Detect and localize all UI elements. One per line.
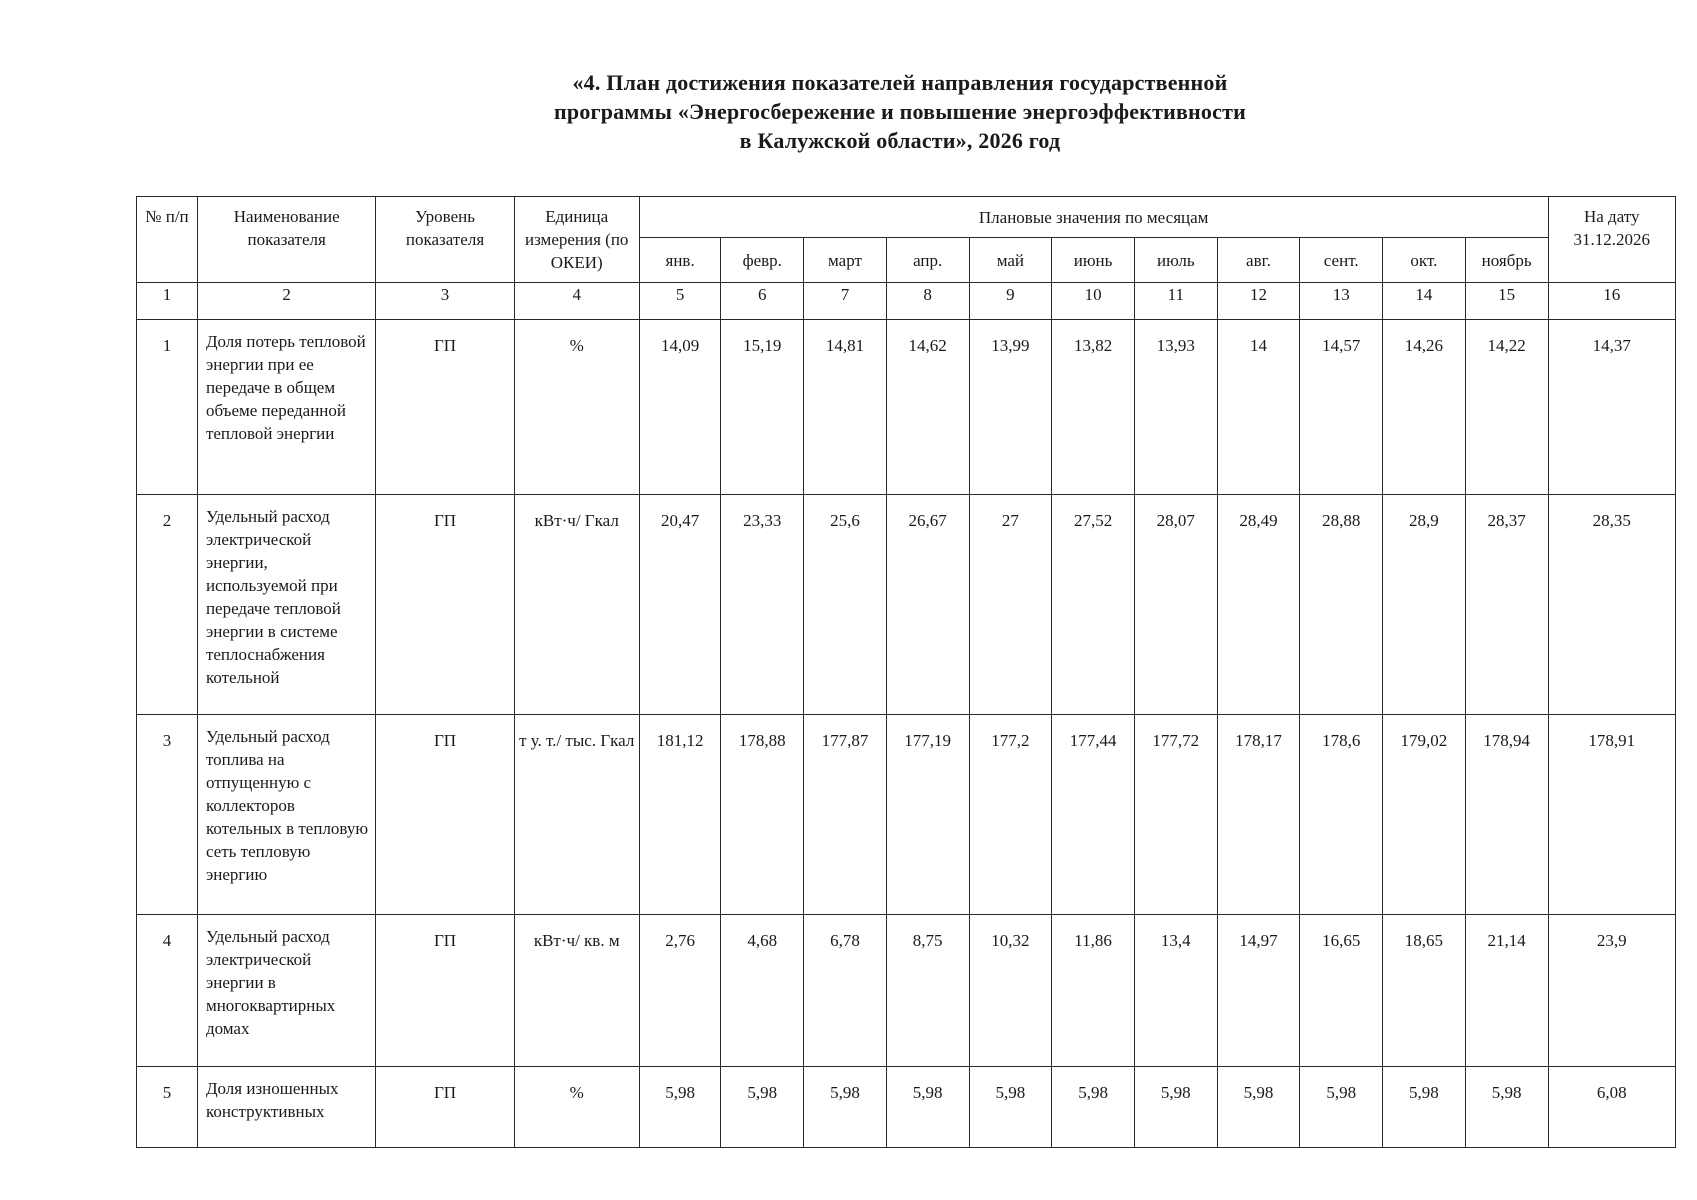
month-value-cell: 14,57	[1300, 320, 1383, 495]
month-value-cell: 14,81	[804, 320, 887, 495]
unit-cell: %	[514, 1067, 639, 1148]
month-value-cell: 28,37	[1465, 495, 1548, 715]
level-cell: ГП	[376, 715, 514, 915]
indicator-name-cell: Удельный расход электрической энергии, используемой при передаче тепловой энергии в системе теплоснабжения котельной	[197, 495, 375, 715]
indicator-name-cell: Удельный расход электрической энергии в многоквартирных домах	[197, 915, 375, 1067]
month-value-cell: 18,65	[1383, 915, 1466, 1067]
month-header: апр.	[886, 238, 969, 283]
month-value-cell: 2,76	[639, 915, 721, 1067]
month-value-cell: 26,67	[886, 495, 969, 715]
table-row	[137, 495, 1676, 715]
month-value-cell: 13,4	[1134, 915, 1217, 1067]
month-value-cell: 15,19	[721, 320, 804, 495]
table-row	[137, 320, 1676, 495]
month-value-cell: 5,98	[1465, 1067, 1548, 1148]
title-line-2: программы «Энергосбережение и повышение энергоэффективности	[554, 99, 1246, 124]
month-value-cell: 5,98	[804, 1067, 887, 1148]
month-value-cell: 5,98	[721, 1067, 804, 1148]
column-number: 15	[1465, 283, 1548, 320]
month-value-cell: 14,09	[639, 320, 721, 495]
unit-cell: т у. т./ тыс. Гкал	[514, 715, 639, 915]
month-value-cell: 5,98	[969, 1067, 1052, 1148]
month-value-cell: 5,98	[1134, 1067, 1217, 1148]
column-number: 8	[886, 283, 969, 320]
year-end-value-cell: 28,35	[1548, 495, 1675, 715]
column-number: 1	[137, 283, 198, 320]
month-header: сент.	[1300, 238, 1383, 283]
month-value-cell: 5,98	[886, 1067, 969, 1148]
column-number: 16	[1548, 283, 1675, 320]
month-value-cell: 13,93	[1134, 320, 1217, 495]
month-header: авг.	[1217, 238, 1300, 283]
month-value-cell: 14,97	[1217, 915, 1300, 1067]
column-number: 9	[969, 283, 1052, 320]
level-cell: ГП	[376, 1067, 514, 1148]
header-row	[137, 197, 1676, 238]
column-number: 2	[197, 283, 375, 320]
month-value-cell: 14,62	[886, 320, 969, 495]
month-value-cell: 27,52	[1052, 495, 1135, 715]
month-value-cell: 28,07	[1134, 495, 1217, 715]
title-line-1: «4. План достижения показателей направления государственной	[572, 70, 1228, 95]
month-value-cell: 13,99	[969, 320, 1052, 495]
month-value-cell: 23,33	[721, 495, 804, 715]
month-value-cell: 16,65	[1300, 915, 1383, 1067]
year-end-value-cell: 23,9	[1548, 915, 1675, 1067]
month-value-cell: 27	[969, 495, 1052, 715]
month-value-cell: 178,94	[1465, 715, 1548, 915]
indicators-table	[136, 196, 1676, 1148]
month-value-cell: 8,75	[886, 915, 969, 1067]
page-title	[400, 68, 1400, 155]
column-number: 7	[804, 283, 887, 320]
column-number: 6	[721, 283, 804, 320]
month-header: июнь	[1052, 238, 1135, 283]
month-value-cell: 177,87	[804, 715, 887, 915]
month-value-cell: 28,49	[1217, 495, 1300, 715]
month-header: март	[804, 238, 887, 283]
month-value-cell: 5,98	[639, 1067, 721, 1148]
column-number: 11	[1134, 283, 1217, 320]
month-value-cell: 4,68	[721, 915, 804, 1067]
month-header: окт.	[1383, 238, 1466, 283]
header-date: На дату 31.12.2026	[1548, 197, 1675, 283]
indicator-name-cell: Доля изношенных конструктивных	[197, 1067, 375, 1148]
month-value-cell: 177,2	[969, 715, 1052, 915]
month-value-cell: 13,82	[1052, 320, 1135, 495]
month-value-cell: 6,78	[804, 915, 887, 1067]
month-header: февр.	[721, 238, 804, 283]
header-unit: Единица измерения (по ОКЕИ)	[514, 197, 639, 283]
month-value-cell: 5,98	[1383, 1067, 1466, 1148]
row-number-cell: 4	[137, 915, 198, 1067]
month-value-cell: 14,26	[1383, 320, 1466, 495]
column-number: 13	[1300, 283, 1383, 320]
month-value-cell: 179,02	[1383, 715, 1466, 915]
year-end-value-cell: 178,91	[1548, 715, 1675, 915]
header-name: Наименование показателя	[197, 197, 375, 283]
header-level: Уровень показателя	[376, 197, 514, 283]
table-row	[137, 715, 1676, 915]
indicator-name-cell: Доля потерь тепловой энергии при ее передаче в общем объеме переданной тепловой энергии	[197, 320, 375, 495]
column-number: 12	[1217, 283, 1300, 320]
level-cell: ГП	[376, 320, 514, 495]
column-number-row	[137, 283, 1676, 320]
unit-cell: %	[514, 320, 639, 495]
header-planned-values: Плановые значения по месяцам	[639, 197, 1548, 238]
column-number: 3	[376, 283, 514, 320]
year-end-value-cell: 14,37	[1548, 320, 1675, 495]
table-row	[137, 915, 1676, 1067]
month-value-cell: 14	[1217, 320, 1300, 495]
month-value-cell: 178,88	[721, 715, 804, 915]
level-cell: ГП	[376, 915, 514, 1067]
level-cell: ГП	[376, 495, 514, 715]
row-number-cell: 3	[137, 715, 198, 915]
month-value-cell: 177,44	[1052, 715, 1135, 915]
month-header: ноябрь	[1465, 238, 1548, 283]
unit-cell: кВт·ч/ кв. м	[514, 915, 639, 1067]
month-value-cell: 25,6	[804, 495, 887, 715]
column-number: 5	[639, 283, 721, 320]
month-header: июль	[1134, 238, 1217, 283]
table-row	[137, 1067, 1676, 1148]
month-value-cell: 14,22	[1465, 320, 1548, 495]
column-number: 10	[1052, 283, 1135, 320]
unit-cell: кВт·ч/ Гкал	[514, 495, 639, 715]
row-number-cell: 5	[137, 1067, 198, 1148]
year-end-value-cell: 6,08	[1548, 1067, 1675, 1148]
month-value-cell: 177,19	[886, 715, 969, 915]
column-number: 4	[514, 283, 639, 320]
header-num: № п/п	[137, 197, 198, 283]
month-value-cell: 10,32	[969, 915, 1052, 1067]
title-line-3: в Калужской области», 2026 год	[739, 128, 1061, 153]
month-value-cell: 177,72	[1134, 715, 1217, 915]
month-value-cell: 178,17	[1217, 715, 1300, 915]
month-header: янв.	[639, 238, 721, 283]
month-header: май	[969, 238, 1052, 283]
month-value-cell: 28,88	[1300, 495, 1383, 715]
row-number-cell: 1	[137, 320, 198, 495]
month-value-cell: 5,98	[1217, 1067, 1300, 1148]
month-value-cell: 20,47	[639, 495, 721, 715]
indicator-name-cell: Удельный расход топлива на отпущенную с коллекторов котельных в тепловую сеть тепловую энергию	[197, 715, 375, 915]
month-value-cell: 5,98	[1300, 1067, 1383, 1148]
column-number: 14	[1383, 283, 1466, 320]
month-value-cell: 178,6	[1300, 715, 1383, 915]
month-value-cell: 11,86	[1052, 915, 1135, 1067]
month-value-cell: 21,14	[1465, 915, 1548, 1067]
month-value-cell: 5,98	[1052, 1067, 1135, 1148]
row-number-cell: 2	[137, 495, 198, 715]
month-value-cell: 181,12	[639, 715, 721, 915]
month-value-cell: 28,9	[1383, 495, 1466, 715]
